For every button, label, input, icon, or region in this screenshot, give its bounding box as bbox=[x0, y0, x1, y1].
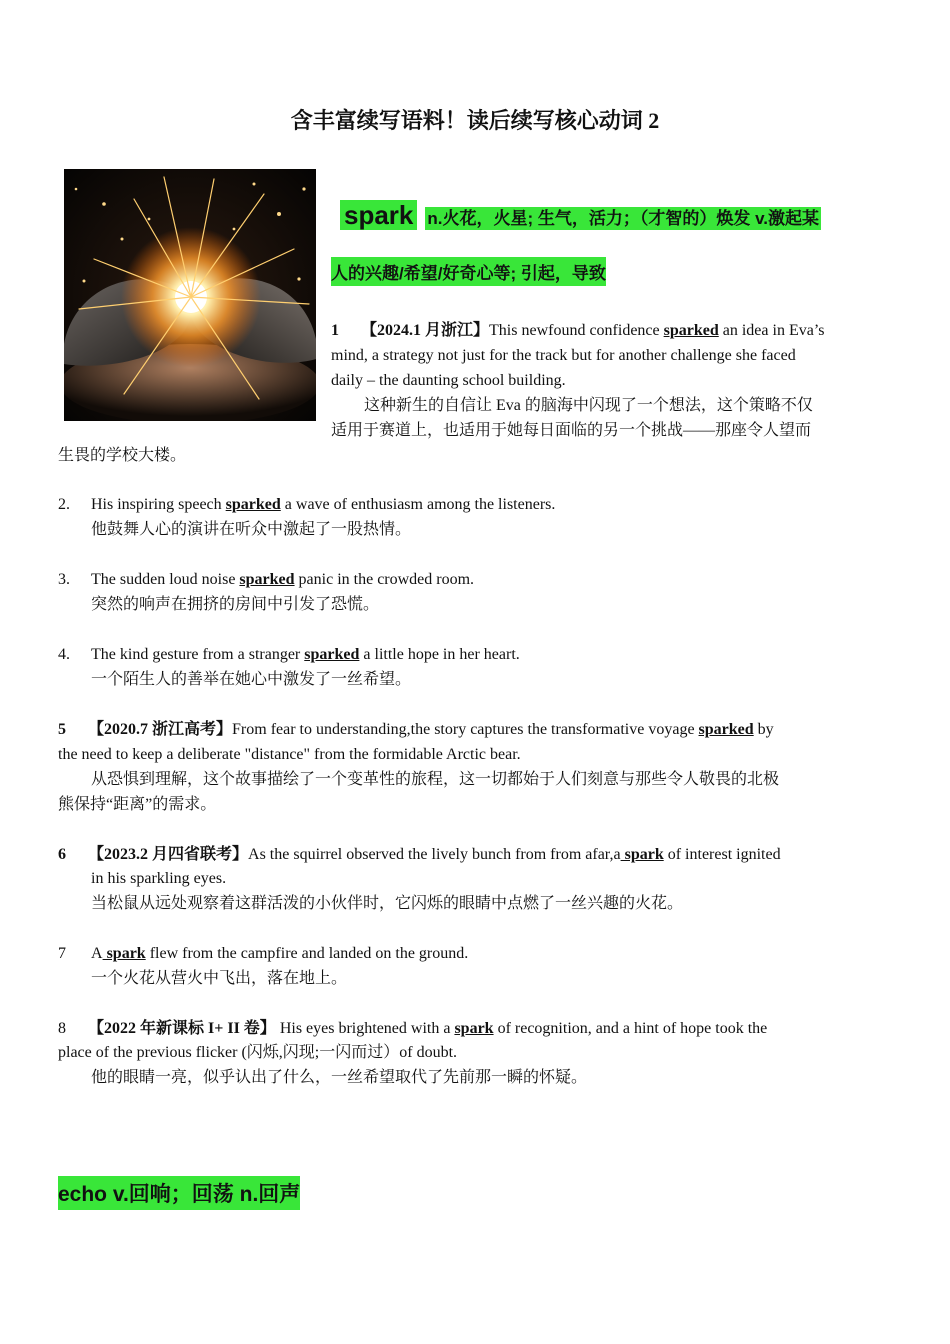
example-4-en bbox=[91, 642, 520, 667]
example-text: His eyes brightened with a bbox=[275, 1020, 455, 1037]
example-number: 8 bbox=[58, 1020, 66, 1037]
example-6-en-line2: in his sparkling eyes. bbox=[91, 870, 227, 887]
example-text: His inspiring speech bbox=[91, 496, 226, 513]
spark-definition-line2: 人的兴趣/希望/好奇心等; 引起，导致 bbox=[331, 257, 606, 286]
example-keyword: spark bbox=[454, 1020, 494, 1037]
headword-spark: spark bbox=[340, 200, 417, 230]
example-keyword: sparked bbox=[239, 571, 295, 588]
example-5-en-line2: the need to keep a deliberate "distance" from the formidable Arctic bear. bbox=[58, 746, 521, 763]
example-4-number: 4. bbox=[58, 646, 70, 663]
example-source: 【2024.1 月浙江】 bbox=[361, 322, 490, 339]
example-5-zh-line1: 从恐惧到理解，这个故事描绘了一个变革性的旅程，这一切都始于人们刻意与那些令人敬畏的北极 bbox=[91, 771, 780, 788]
example-text: a wave of enthusiasm among the listeners. bbox=[280, 496, 556, 513]
example-keyword: sparked bbox=[225, 496, 281, 513]
example-number: 6 bbox=[58, 846, 66, 863]
example-keyword: sparked bbox=[304, 646, 360, 663]
example-7-zh: 一个火花从营火中飞出，落在地上。 bbox=[91, 970, 348, 987]
example-text: of recognition, and a hint of hope took the bbox=[493, 1020, 768, 1037]
spark-heading bbox=[340, 200, 821, 231]
example-8-en-line2: place of the previous flicker (闪烁,闪现;一闪而过）of doubt. bbox=[58, 1044, 458, 1061]
example-source: 【2022 年新课标 I+ II 卷】 bbox=[88, 1020, 276, 1037]
example-1-zh-line3: 生畏的学校大楼。 bbox=[58, 447, 187, 464]
spark-definition-line1: n.火花，火星; 生气，活力；（才智的）焕发 v.激起某 bbox=[427, 209, 820, 228]
example-2-zh: 他鼓舞人心的演讲在听众中激起了一股热情。 bbox=[91, 521, 412, 538]
example-8-en-line1 bbox=[58, 1016, 767, 1041]
example-2-number: 2. bbox=[58, 496, 70, 513]
example-text: by bbox=[753, 721, 774, 738]
example-8-zh: 他的眼睛一亮，似乎认出了什么，一丝希望取代了先前那一瞬的怀疑。 bbox=[91, 1069, 588, 1086]
example-1-en-line1 bbox=[331, 318, 825, 343]
example-7-en bbox=[91, 941, 468, 966]
example-source: 【2020.7 浙江高考】 bbox=[88, 721, 233, 738]
example-text: of interest ignited bbox=[663, 846, 781, 863]
example-1-zh-line2: 适用于赛道上，也适用于她每日面临的另一个挑战——那座令人望而 bbox=[331, 422, 812, 439]
example-1-zh-line1: 这种新生的自信让 Eva 的脑海中闪现了一个想法，这个策略不仅 bbox=[364, 397, 813, 414]
example-text: The sudden loud noise bbox=[91, 571, 240, 588]
example-number: 5 bbox=[58, 721, 66, 738]
example-keyword: spark bbox=[620, 846, 664, 863]
example-5-zh-line2: 熊保持“距离”的需求。 bbox=[58, 796, 217, 813]
example-3-zh: 突然的响声在拥挤的房间中引发了恐慌。 bbox=[91, 596, 380, 613]
example-text: A bbox=[91, 945, 103, 962]
example-text: flew from the campfire and landed on the ground. bbox=[145, 945, 469, 962]
example-text: a little hope in her heart. bbox=[359, 646, 520, 663]
example-1-en-line3: daily – the daunting school building. bbox=[331, 372, 566, 389]
example-keyword: sparked bbox=[698, 721, 754, 738]
example-1-en-line2: mind, a strategy not just for the track but for another challenge she faced bbox=[331, 347, 796, 364]
example-6-en-line1 bbox=[58, 842, 781, 867]
example-text: an idea in Eva’s bbox=[718, 322, 825, 339]
example-3-number: 3. bbox=[58, 571, 70, 588]
example-keyword: sparked bbox=[663, 322, 719, 339]
example-number: 1 bbox=[331, 322, 339, 339]
example-text: This newfound confidence bbox=[489, 322, 664, 339]
example-text: panic in the crowded room. bbox=[294, 571, 475, 588]
example-source: 【2023.2 月四省联考】 bbox=[88, 846, 249, 863]
page-title: 含丰富续写语料！读后续写核心动词 2 bbox=[290, 108, 660, 133]
spark-illustration bbox=[64, 169, 316, 421]
example-5-en-line1 bbox=[58, 717, 774, 742]
example-2-en bbox=[91, 492, 555, 517]
example-4-zh: 一个陌生人的善举在她心中激发了一丝希望。 bbox=[91, 671, 412, 688]
example-text: The kind gesture from a stranger bbox=[91, 646, 305, 663]
example-3-en bbox=[91, 567, 474, 592]
example-6-zh: 当松鼠从远处观察着这群活泼的小伙伴时，它闪烁的眼睛中点燃了一丝兴趣的火花。 bbox=[91, 895, 684, 912]
example-7-number: 7 bbox=[58, 945, 66, 962]
echo-heading: echo v.回响；回荡 n.回声 bbox=[58, 1176, 300, 1210]
example-keyword: spark bbox=[102, 945, 146, 962]
example-text: As the squirrel observed the lively bunch from from afar,a bbox=[248, 846, 621, 863]
example-text: From fear to understanding,the story captures the transformative voyage bbox=[232, 721, 699, 738]
